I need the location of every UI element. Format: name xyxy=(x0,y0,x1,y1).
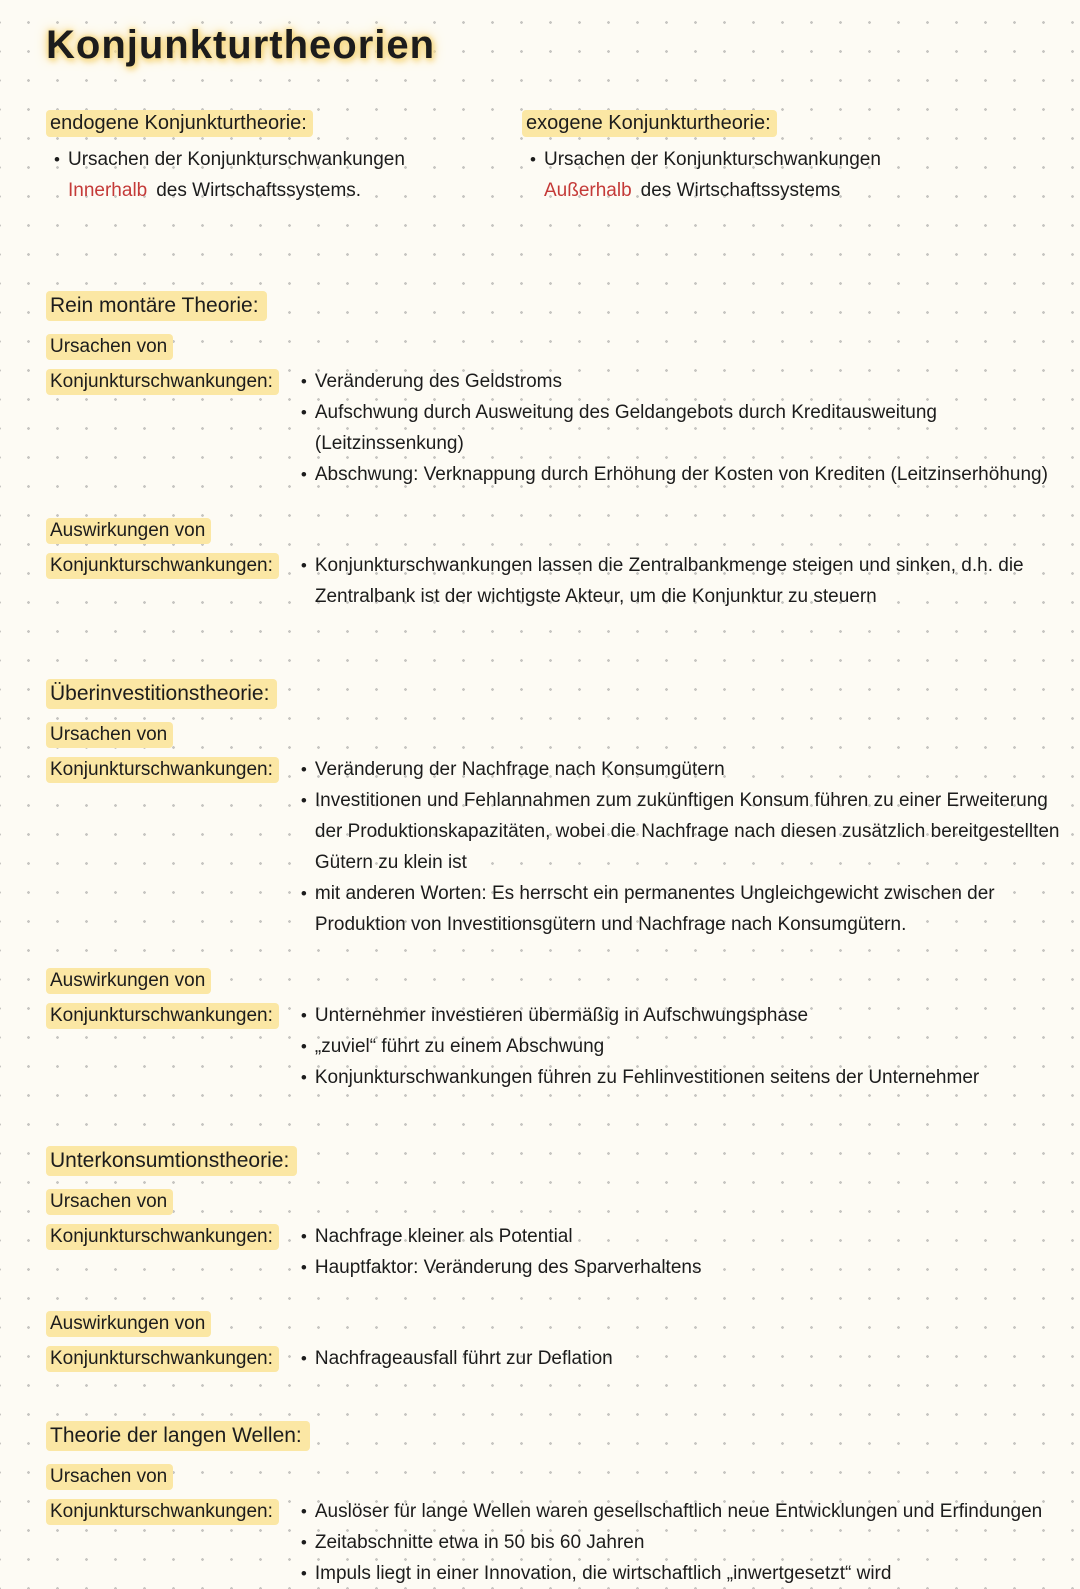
bullet-dot-icon: • xyxy=(300,1349,307,1368)
block-label-line2 xyxy=(46,1496,279,1527)
section-heading xyxy=(46,294,1062,318)
bullet-text: Investitionen und Fehlannahmen zum zukünftigen Konsum führen zu einer Erweiterung der Produktionskapazitäten, wobei die Nachfrage nach diesen zusätzlich bereitgestellten Gütern zu klein ist xyxy=(314,790,1060,873)
bullet-dot-icon: • xyxy=(300,791,307,810)
label-text: Konjunkturschwankungen: xyxy=(46,1003,279,1029)
bullet-list xyxy=(279,1343,1062,1374)
bullet-dot-icon: • xyxy=(300,1037,307,1056)
section-heading-text: Rein montäre Theorie: xyxy=(46,291,267,321)
block-label-line1 xyxy=(46,966,1062,996)
label-text: Auswirkungen von xyxy=(46,968,211,994)
bullet-text: Konjunkturschwankungen lassen die Zentralbankmenge steigen und sinken, d.h. die Zentralbank ist der wichtigste Akteur, um die Konjunktur zu steuern xyxy=(314,555,1024,607)
exogene-theorie-column xyxy=(522,112,998,206)
bullet-list xyxy=(279,1000,1062,1093)
page-title: Konjunkturtheorien xyxy=(46,23,436,67)
bullet-item xyxy=(293,1527,1062,1558)
bullet-item xyxy=(293,459,1062,490)
label-text: Auswirkungen von xyxy=(46,1311,211,1337)
section-heading xyxy=(46,1424,1062,1448)
bullet-item xyxy=(293,1252,1062,1283)
ursachen-block xyxy=(46,720,1062,940)
block-label-line1 xyxy=(46,720,1062,750)
bullet-list xyxy=(279,754,1062,940)
bullet-text: Konjunkturschwankungen führen zu Fehlinvestitionen seitens der Unternehmer xyxy=(314,1067,980,1088)
ursachen-block xyxy=(46,1462,1062,1589)
label-text: Konjunkturschwankungen: xyxy=(46,757,279,783)
bullet-list xyxy=(279,1221,1062,1283)
bullet-text: Unternehmer investieren übermäßig in Aufschwungsphase xyxy=(314,1005,809,1026)
bullet-text: Veränderung der Nachfrage nach Konsumgütern xyxy=(314,759,725,780)
section-rein-montaere-theorie xyxy=(46,294,1062,612)
block-label-line1 xyxy=(46,332,1062,362)
section-heading-text: Theorie der langen Wellen: xyxy=(46,1421,310,1451)
bullet-dot-icon: • xyxy=(300,1564,307,1583)
block-label-line2 xyxy=(46,366,279,397)
bullet-text: Zeitabschnitte etwa in 50 bis 60 Jahren xyxy=(314,1532,645,1553)
bullet-dot-icon: • xyxy=(300,372,307,391)
exogene-heading xyxy=(522,112,998,135)
section-heading xyxy=(46,682,1062,706)
block-label-line2 xyxy=(46,550,279,581)
section-heading-text: Unterkonsumtionstheorie: xyxy=(46,1146,297,1176)
bullet-dot-icon: • xyxy=(300,1258,307,1277)
ursachen-block xyxy=(46,332,1062,490)
block-label-line2 xyxy=(46,1343,279,1374)
bullet-dot-icon: • xyxy=(300,1533,307,1552)
bullet-text: Aufschwung durch Ausweitung des Geldangebots durch Kreditausweitung (Leitzinssenkung) xyxy=(314,402,937,454)
bullet-dot-icon: • xyxy=(300,1006,307,1025)
endogene-emphasis: Innerhalb xyxy=(68,180,148,201)
bullet-dot-icon: • xyxy=(300,1227,307,1246)
bullet-item xyxy=(293,785,1062,878)
exogene-line1: Ursachen der Konjunkturschwankungen xyxy=(544,149,881,170)
bullet-dot-icon: • xyxy=(300,556,307,575)
label-text: Ursachen von xyxy=(46,1464,173,1490)
bullet-text: Impuls liegt in einer Innovation, die wirtschaftlich „inwertgesetzt“ wird xyxy=(314,1563,892,1584)
endogene-line2: des Wirtschaftssystems. xyxy=(156,180,362,201)
auswirkungen-block xyxy=(46,966,1062,1093)
auswirkungen-block xyxy=(46,516,1062,612)
bullet-text: Veränderung des Geldstroms xyxy=(314,371,563,392)
bullet-dot-icon: • xyxy=(300,884,307,903)
bullet-item xyxy=(293,1031,1062,1062)
bullet-dot-icon: • xyxy=(54,150,60,169)
endogene-line1: Ursachen der Konjunkturschwankungen xyxy=(68,149,405,170)
section-unterkonsumtionstheorie xyxy=(46,1149,1062,1374)
bullet-dot-icon: • xyxy=(300,1068,307,1087)
bullet-text: „zuviel“ führt zu einem Abschwung xyxy=(314,1036,605,1057)
label-text: Auswirkungen von xyxy=(46,518,211,544)
label-text: Konjunkturschwankungen: xyxy=(46,1499,279,1525)
bullet-text: Nachfrageausfall führt zur Deflation xyxy=(314,1348,613,1369)
label-text: Ursachen von xyxy=(46,334,173,360)
exogene-heading-text: exogene Konjunkturtheorie: xyxy=(522,110,777,137)
block-label-line2 xyxy=(46,1221,279,1252)
endogene-theorie-column xyxy=(46,112,522,206)
label-text: Konjunkturschwankungen: xyxy=(46,1224,279,1250)
endogene-bullet xyxy=(46,144,522,206)
bullet-item xyxy=(293,1062,1062,1093)
auswirkungen-block xyxy=(46,1309,1062,1374)
bullet-list xyxy=(279,366,1062,490)
bullet-dot-icon: • xyxy=(300,1502,307,1521)
bullet-dot-icon: • xyxy=(300,403,307,422)
block-label-line1 xyxy=(46,1187,1062,1217)
exogene-line2: des Wirtschaftssystems xyxy=(640,180,841,201)
label-text: Konjunkturschwankungen: xyxy=(46,1346,279,1372)
bullet-text: Abschwung: Verknappung durch Erhöhung der Kosten von Krediten (Leitzinserhöhung) xyxy=(314,464,1048,485)
bullet-item xyxy=(293,1221,1062,1252)
exogene-emphasis: Außerhalb xyxy=(544,180,632,201)
bullet-item xyxy=(293,878,1062,940)
block-label-line1 xyxy=(46,516,1062,546)
bullet-item xyxy=(293,366,1062,397)
label-text: Ursachen von xyxy=(46,1189,173,1215)
endogene-heading-text: endogene Konjunkturtheorie: xyxy=(46,110,313,137)
bullet-item xyxy=(293,1558,1062,1589)
bullet-item xyxy=(293,1496,1062,1527)
section-heading xyxy=(46,1149,1062,1173)
exogene-bullet xyxy=(522,144,998,206)
bullet-item xyxy=(293,1000,1062,1031)
bullet-dot-icon: • xyxy=(300,760,307,779)
intro-columns xyxy=(46,112,1062,206)
bullet-text: Hauptfaktor: Veränderung des Sparverhaltens xyxy=(314,1257,702,1278)
endogene-heading xyxy=(46,112,522,135)
section-ueberinvestitionstheorie xyxy=(46,682,1062,1093)
ursachen-block xyxy=(46,1187,1062,1283)
bullet-text: Auslöser für lange Wellen waren gesellschaftlich neue Entwicklungen und Erfindungen xyxy=(314,1501,1043,1522)
section-heading-text: Überinvestitionstheorie: xyxy=(46,679,277,709)
block-label-line1 xyxy=(46,1462,1062,1492)
section-theorie-der-langen-wellen xyxy=(46,1424,1062,1589)
block-label-line2 xyxy=(46,1000,279,1031)
bullet-dot-icon: • xyxy=(300,465,307,484)
label-text: Konjunkturschwankungen: xyxy=(46,369,279,395)
label-text: Ursachen von xyxy=(46,722,173,748)
bullet-item xyxy=(293,1343,1062,1374)
exogene-bullet-text xyxy=(544,144,998,206)
endogene-bullet-text xyxy=(68,144,522,206)
bullet-item xyxy=(293,550,1053,612)
block-label-line2 xyxy=(46,754,279,785)
bullet-text: Nachfrage kleiner als Potential xyxy=(314,1226,573,1247)
bullet-dot-icon: • xyxy=(530,150,536,169)
bullet-item xyxy=(293,754,1062,785)
bullet-text: mit anderen Worten: Es herrscht ein permanentes Ungleichgewicht zwischen der Produktion von Investitionsgütern und Nachfrage nach Konsumgütern. xyxy=(314,883,995,935)
bullet-list xyxy=(279,550,1053,612)
block-label-line1 xyxy=(46,1309,1062,1339)
bullet-list xyxy=(279,1496,1062,1589)
label-text: Konjunkturschwankungen: xyxy=(46,553,279,579)
bullet-item xyxy=(293,397,1062,459)
